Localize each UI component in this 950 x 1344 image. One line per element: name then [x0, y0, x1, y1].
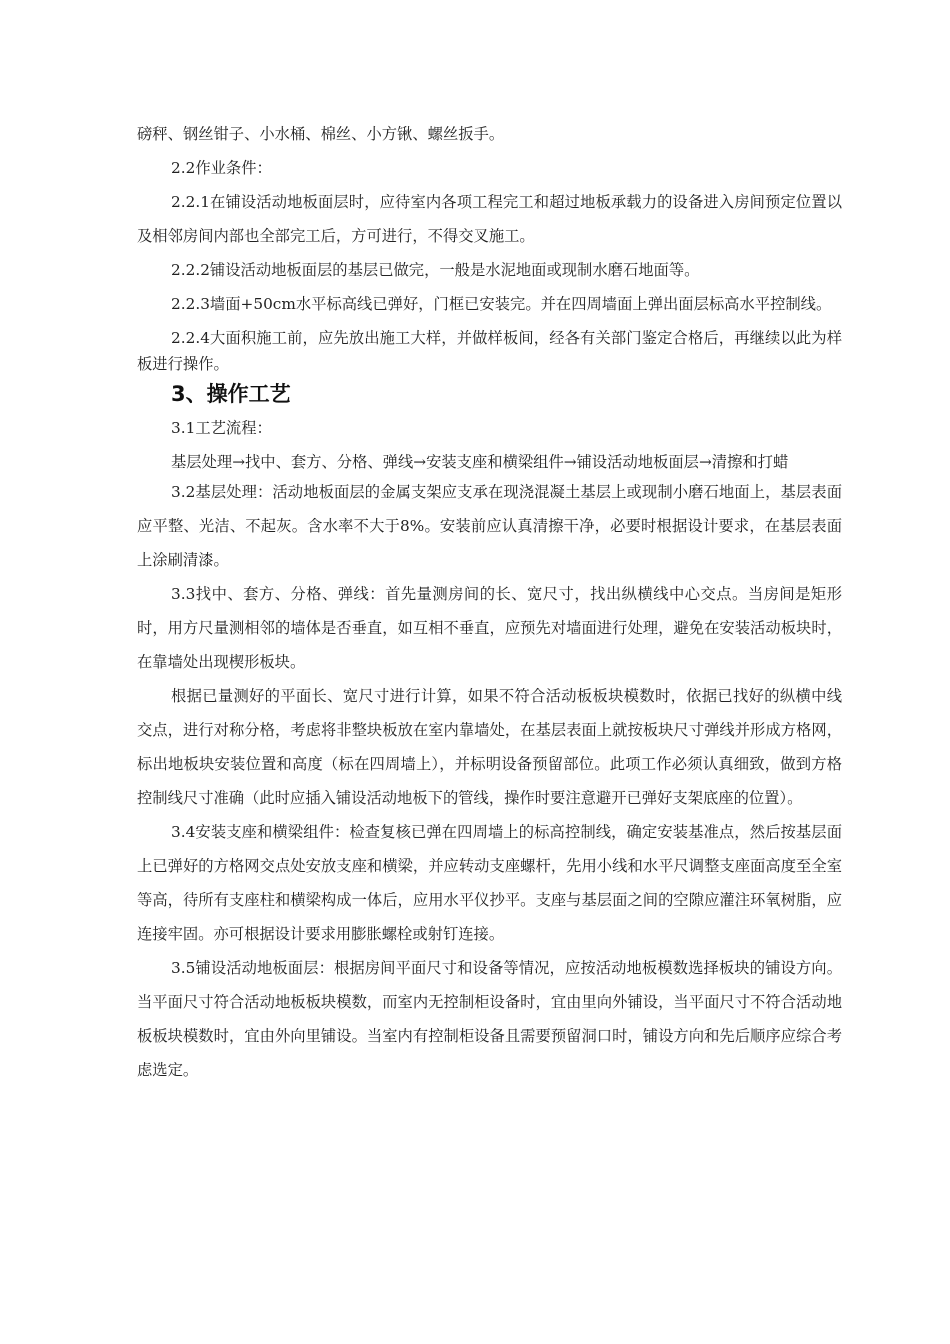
section-3-1-heading: 3.1工艺流程： [171, 419, 272, 437]
document-body [137, 117, 842, 1087]
paragraph-2-2-2: 2.2.2铺设活动地板面层的基层已做完，一般是水泥地面或现制水磨石地面等。 [171, 261, 700, 279]
section-2-2-heading: 2.2作业条件： [171, 159, 272, 177]
paragraph-3-3-continued: 根据已量测好的平面长、宽尺寸进行计算，如果不符合活动板板块模数时，依据已找好的纵横中线交点，进行对称分格，考虑将非整块板放在室内靠墙处，在基层表面上就按板块尺寸弹线并形成方格网，标出地板块安装位置和高度（标在四周墙上），并标明设备预留部位。此项工作必须认真细致，做到方格控制线尺寸准确（此时应插入铺设活动地板下的管线，操作时要注意避开已弹好支架底座的位置）。 [137, 687, 842, 807]
paragraph-3-5: 3.5铺设活动地板面层：根据房间平面尺寸和设备等情况，应按活动地板模数选择板块的铺设方向。当平面尺寸符合活动地板板块模数，而室内无控制柜设备时，宜由里向外铺设，当平面尺寸不符合活动地板板块模数时，宜由外向里铺设。当室内有控制柜设备且需要预留洞口时，铺设方向和先后顺序应综合考虑选定。 [137, 959, 842, 1079]
section-3-heading: 3、操作工艺 [171, 382, 291, 406]
paragraph-3-4: 3.4安装支座和横梁组件：检查复核已弹在四周墙上的标高控制线，确定安装基准点，然后按基层面上已弹好的方格网交点处安放支座和横梁，并应转动支座螺杆，先用小线和水平尺调整支座面高度至全室等高，待所有支座柱和横梁构成一体后，应用水平仪抄平。支座与基层面之间的空隙应灌注环氧树脂，应连接牢固。亦可根据设计要求用膨胀螺栓或射钉连接。 [137, 823, 842, 943]
paragraph-3-3: 3.3找中、套方、分格、弹线：首先量测房间的长、宽尺寸，找出纵横线中心交点。当房间是矩形时，用方尺量测相邻的墙体是否垂直，如互相不垂直，应预先对墙面进行处理，避免在安装活动板块时，在靠墙处出现楔形板块。 [137, 585, 842, 671]
paragraph-2-2-3: 2.2.3墙面+50cm水平标高线已弹好，门框已安装完。并在四周墙面上弹出面层标高水平控制线。 [171, 295, 832, 313]
process-flow: 基层处理→找中、套方、分格、弹线→安装支座和横梁组件→铺设活动地板面层→清擦和打蜡 [171, 453, 789, 471]
paragraph-2-2-4: 2.2.4大面积施工前，应先放出施工大样，并做样板间，经各有关部门鉴定合格后，再继续以此为样板进行操作。 [137, 329, 842, 373]
paragraph-3-2: 3.2基层处理：活动地板面层的金属支架应支承在现浇混凝土基层上或现制小磨石地面上，基层表面应平整、光洁、不起灰。含水率不大于8%。安装前应认真清擦干净，必要时根据设计要求，在基层表面上涂刷清漆。 [137, 483, 842, 569]
paragraph-tools-continued: 磅秤、钢丝钳子、小水桶、棉丝、小方锹、螺丝扳手。 [137, 125, 505, 143]
paragraph-2-2-1: 2.2.1在铺设活动地板面层时，应待室内各项工程完工和超过地板承载力的设备进入房间预定位置以及相邻房间内部也全部完工后，方可进行，不得交叉施工。 [137, 193, 842, 245]
